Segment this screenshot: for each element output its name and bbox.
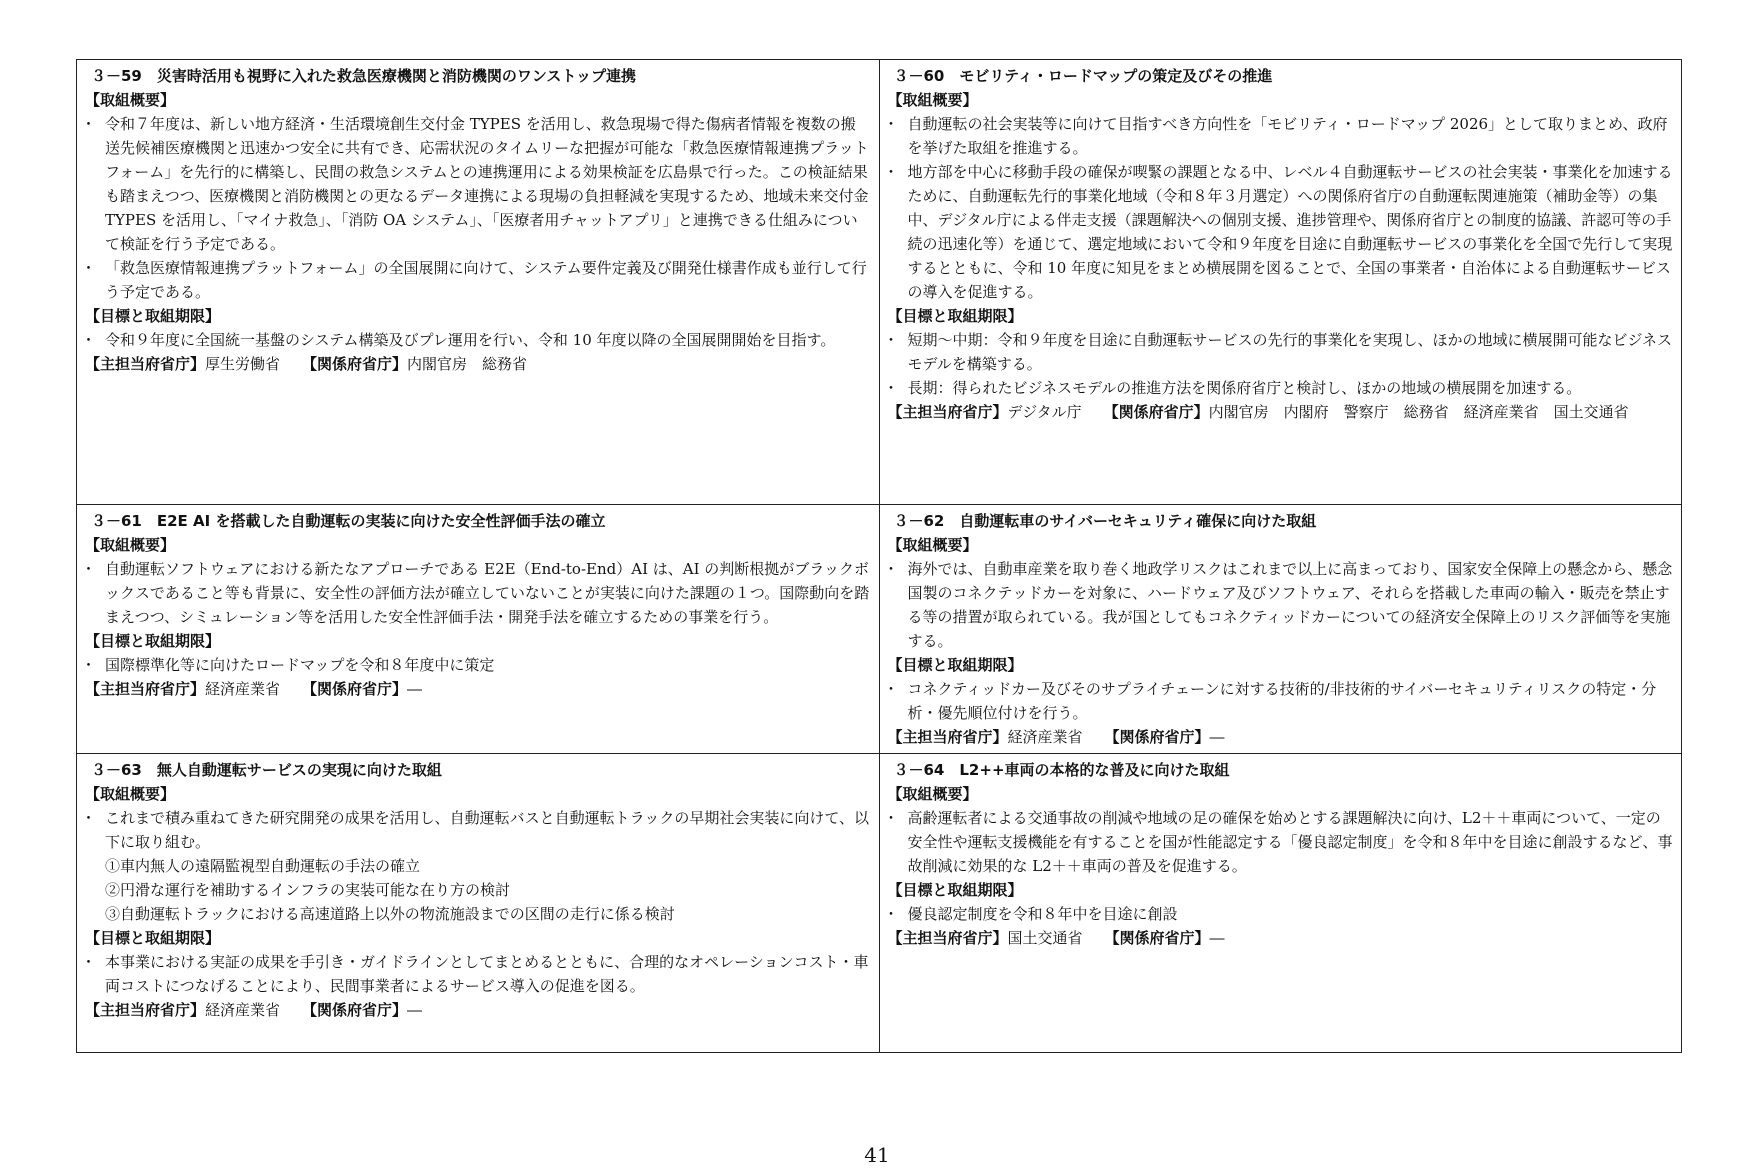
overview-heading: 【取組概要】 [85, 785, 176, 803]
lead-ministry-label: 【主担当府省庁】 [887, 403, 1008, 421]
overview-subitem: ③自動運転トラックにおける高速道路上以外の物流施設までの区間の走行に係る検討 [105, 905, 675, 923]
ministry-line [85, 998, 871, 1022]
target-bullet: ・ コネクティッドカー及びそのサプライチェーンに対する技術的/非技術的サイバーセキュリティリスクの特定・分析・優先順位付けを行う。 [888, 677, 1674, 725]
overview-heading: 【取組概要】 [887, 536, 978, 554]
related-ministry-value: ― [407, 680, 423, 698]
target-bullet: ・ 優良認定制度を令和８年中を目途に創設 [888, 902, 1674, 926]
lead-ministry-value: 経済産業省 [205, 1001, 281, 1019]
target-bullet: ・ 長期：得られたビジネスモデルの推進方法を関係府省庁と検討し、ほかの地域の横展開を加速する。 [888, 376, 1674, 400]
target-bullet: ・ 本事業における実証の成果を手引き・ガイドラインとしてまとめるとともに、合理的なオペレーションコスト・車両コストにつなげることにより、民間事業者によるサービス導入の促進を図る。 [85, 950, 871, 998]
overview-heading: 【取組概要】 [887, 785, 978, 803]
related-ministry-label: 【関係府省庁】 [302, 1001, 408, 1019]
related-ministry-label: 【関係府省庁】 [302, 680, 408, 698]
overview-bullet: ・ 令和７年度は、新しい地方経済・生活環境創生交付金 TYPES を活用し、救急現場で得た傷病者情報を複数の搬送先候補医療機関と迅速かつ安全に共有でき、応需状況のタイムリーな把握が可能な「救急医療情報連携プラットフォーム」を先行的に構築し、民間の救急システムとの連携運用による効果検証を広島県で行った。この検証結果も踏まえつつ、医療機関と消防機関との更なるデータ連携による現場の負担軽減を実現するため、地域未来交付金 TYPES を活用し、「マイナ救急」、「消防 OA システム」、「医療者用チャットアプリ」と連携できる仕組みについて検証を行う予定である。 [85, 112, 871, 256]
document-table [76, 59, 1682, 1053]
target-heading: 【目標と取組期限】 [887, 656, 1023, 674]
target-bullet: ・ 令和９年度に全国統一基盤のシステム構築及びプレ運用を行い、令和 10 年度以降の全国展開開始を目指す。 [85, 328, 871, 352]
lead-ministry-value: 厚生労働省 [205, 355, 281, 373]
overview-heading: 【取組概要】 [85, 536, 176, 554]
page-number: 41 [864, 1143, 890, 1167]
lead-ministry-value: 経済産業省 [205, 680, 281, 698]
measure-cell-3-61 [77, 505, 880, 754]
lead-ministry-label: 【主担当府省庁】 [85, 1001, 206, 1019]
overview-bullet: ・ これまで積み重ねてきた研究開発の成果を活用し、自動運転バスと自動運転トラックの早期社会実装に向けて、以下に取り組む。 [85, 806, 871, 854]
related-ministry-label: 【関係府省庁】 [302, 355, 408, 373]
overview-subitem: ①車内無人の遠隔監視型自動運転の手法の確立 [105, 857, 421, 875]
measure-cell-3-60 [879, 60, 1682, 505]
measure-cell-3-59 [77, 60, 880, 505]
lead-ministry-label: 【主担当府省庁】 [85, 355, 206, 373]
target-heading: 【目標と取組期限】 [85, 632, 221, 650]
related-ministry-value: 内閣官房 総務省 [407, 355, 528, 373]
measure-title: ３－64 L2++車両の本格的な普及に向けた取組 [893, 761, 1230, 779]
table-row [77, 754, 1682, 1053]
measures-grid [76, 59, 1682, 1053]
measure-title: ３－59 災害時活用も視野に入れた救急医療機関と消防機関のワンストップ連携 [91, 67, 636, 85]
measure-cell-3-64 [879, 754, 1682, 1053]
lead-ministry-value: 経済産業省 [1007, 728, 1083, 746]
related-ministry-label: 【関係府省庁】 [1104, 728, 1210, 746]
lead-ministry-label: 【主担当府省庁】 [85, 680, 206, 698]
lead-ministry-value: 国土交通省 [1007, 929, 1083, 947]
table-row [77, 60, 1682, 505]
overview-bullet: ・ 自動運転の社会実装等に向けて目指すべき方向性を「モビリティ・ロードマップ 2026」として取りまとめ、政府を挙げた取組を推進する。 [888, 112, 1674, 160]
measure-title: ３－63 無人自動運転サービスの実現に向けた取組 [91, 761, 442, 779]
related-ministry-value: ― [407, 1001, 423, 1019]
measure-cell-3-63 [77, 754, 880, 1053]
lead-ministry-value: デジタル庁 [1007, 403, 1082, 421]
target-bullet: ・ 国際標準化等に向けたロードマップを令和８年度中に策定 [85, 653, 871, 677]
related-ministry-label: 【関係府省庁】 [1104, 929, 1210, 947]
overview-subitem: ②円滑な運行を補助するインフラの実装可能な在り方の検討 [105, 881, 511, 899]
overview-bullet: ・ 海外では、自動車産業を取り巻く地政学リスクはこれまで以上に高まっており、国家安全保障上の懸念から、懸念国製のコネクテッドカーを対象に、ハードウェア及びソフトウェア、それらを搭載した車両の輸入・販売を禁止する等の措置が取られている。我が国としてもコネクティッドカーについての経済安全保障上のリスク評価等を実施する。 [888, 557, 1674, 653]
ministry-line [85, 352, 871, 376]
lead-ministry-label: 【主担当府省庁】 [887, 929, 1008, 947]
overview-bullet: ・ 「救急医療情報連携プラットフォーム」の全国展開に向けて、システム要件定義及び開発仕様書作成も並行して行う予定である。 [85, 256, 871, 304]
target-heading: 【目標と取組期限】 [887, 307, 1023, 325]
overview-bullet: ・ 自動運転ソフトウェアにおける新たなアプローチである E2E（End-to-End）AI は、AI の判断根拠がブラックボックスであること等も背景に、安全性の評価方法が確立していないことが実装に向けた課題の１つ。国際動向を踏まえつつ、シミュレーション等を活用した安全性評価手法・開発手法を確立するための事業を行う。 [85, 557, 871, 629]
related-ministry-value: 内閣官房 内閣府 警察庁 総務省 経済産業省 国土交通省 [1208, 403, 1629, 421]
target-heading: 【目標と取組期限】 [85, 929, 221, 947]
measure-cell-3-62 [879, 505, 1682, 754]
related-ministry-label: 【関係府省庁】 [1103, 403, 1209, 421]
ministry-line [888, 926, 1674, 950]
related-ministry-value: ― [1209, 728, 1225, 746]
ministry-line [888, 400, 1674, 424]
overview-heading: 【取組概要】 [85, 91, 176, 109]
lead-ministry-label: 【主担当府省庁】 [887, 728, 1008, 746]
target-heading: 【目標と取組期限】 [887, 881, 1023, 899]
target-bullet: ・ 短期～中期：令和９年度を目途に自動運転サービスの先行的事業化を実現し、ほかの地域に横展開可能なビジネスモデルを構築する。 [888, 328, 1674, 376]
overview-bullet: ・ 高齢運転者による交通事故の削減や地域の足の確保を始めとする課題解決に向け、L2＋＋車両について、一定の安全性や運転支援機能を有することを国が性能認定する「優良認定制度」を令和８年中を目途に創設するなど、事故削減に効果的な L2＋＋車両の普及を促進する。 [888, 806, 1674, 878]
target-heading: 【目標と取組期限】 [85, 307, 221, 325]
table-row [77, 505, 1682, 754]
ministry-line [888, 725, 1674, 749]
measure-title: ３－61 E2E AI を搭載した自動運転の実装に向けた安全性評価手法の確立 [91, 512, 606, 530]
overview-bullet: ・ 地方部を中心に移動手段の確保が喫緊の課題となる中、レベル４自動運転サービスの社会実装・事業化を加速するために、自動運転先行的事業化地域（令和８年３月選定）への関係府省庁の自動運転関連施策（補助金等）の集中、デジタル庁による伴走支援（課題解決への個別支援、進捗管理や、関係府省庁との制度的協議、許認可等の手続の迅速化等）を通じて、選定地域において令和９年度を目途に自動運転サービスの事業化を全国で先行して実現するとともに、令和 10 年度に知見をまとめ横展開を図ることで、全国の事業者・自治体による自動運転サービスの導入を促進する。 [888, 160, 1674, 304]
measure-title: ３－62 自動運転車のサイバーセキュリティ確保に向けた取組 [893, 512, 1317, 530]
ministry-line [85, 677, 871, 701]
related-ministry-value: ― [1209, 929, 1225, 947]
overview-heading: 【取組概要】 [887, 91, 978, 109]
measure-title: ３－60 モビリティ・ロードマップの策定及びその推進 [893, 67, 1273, 85]
